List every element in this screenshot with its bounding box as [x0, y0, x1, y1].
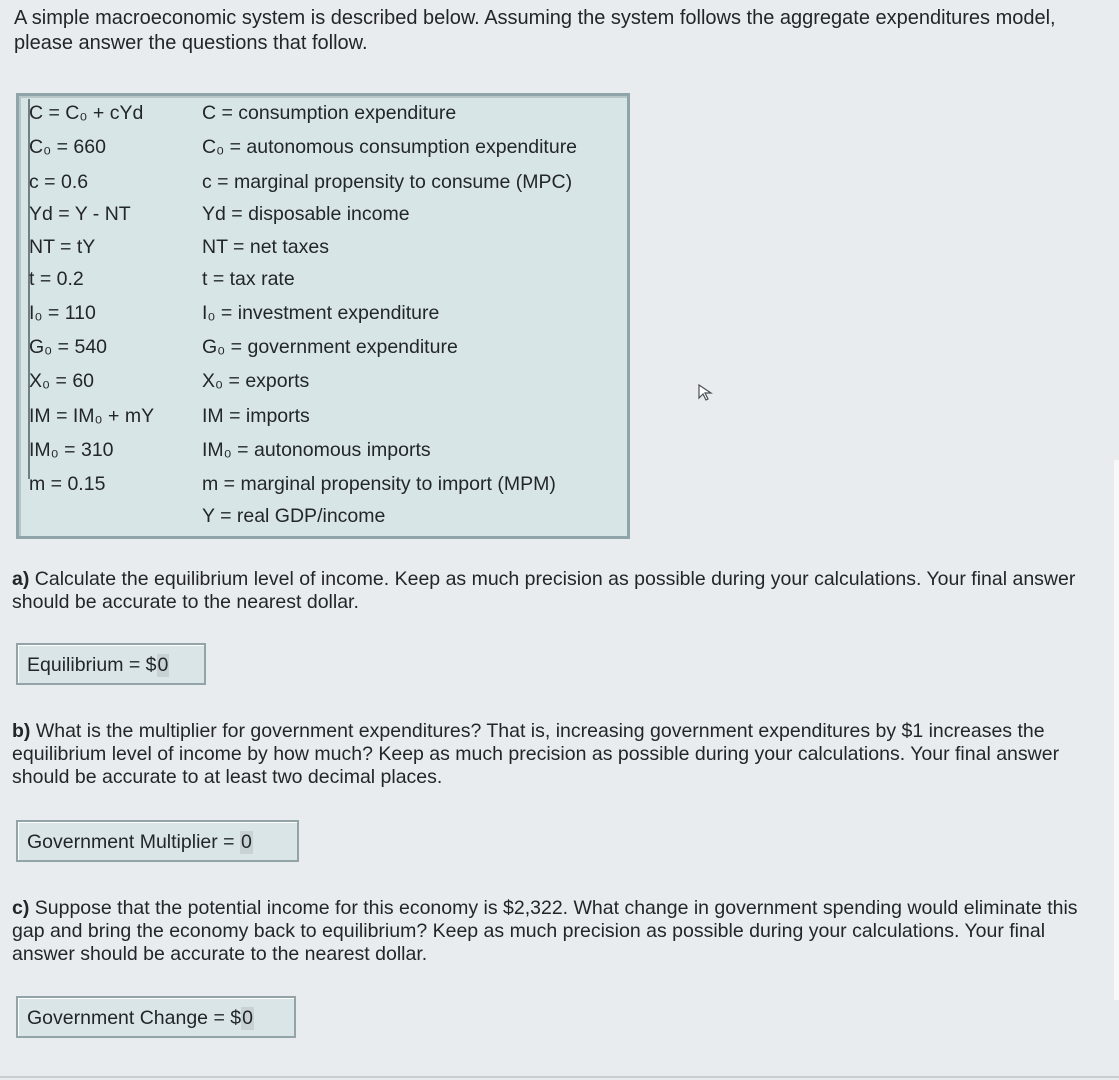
- parameter-row: [19, 433, 631, 465]
- parameter-description: Yd = disposable income: [202, 203, 410, 225]
- parameter-row: [19, 330, 631, 362]
- equilibrium-answer-value[interactable]: 0: [157, 654, 169, 676]
- parameter-row: [19, 262, 631, 294]
- parameter-description: Y = real GDP/income: [202, 505, 386, 527]
- government-multiplier-answer-label: [27, 831, 253, 854]
- government-multiplier-answer-value[interactable]: 0: [240, 831, 252, 853]
- parameter-equation: NT = tY: [29, 236, 96, 258]
- page-bottom-divider: [0, 1076, 1119, 1078]
- parameter-row: [19, 364, 631, 396]
- parameter-equation: c = 0.6: [29, 171, 89, 193]
- parameter-description: X₀ = exports: [202, 370, 310, 392]
- parameter-equation: Yd = Y - NT: [29, 203, 131, 225]
- parameter-equation: IM = IM₀ + mY: [29, 405, 155, 427]
- parameter-description: I₀ = investment expenditure: [202, 302, 440, 324]
- parameter-description: G₀ = government expenditure: [202, 336, 458, 358]
- question-b-text: What is the multiplier for government expenditures? That is, increasing government expenditures by $1 increases the equilibrium level of income by how much? Keep as much precision as possible during your calculations. Your final answer should be accurate to at least two decimal places.: [12, 720, 1060, 788]
- parameter-equation: m = 0.15: [29, 473, 106, 495]
- government-change-answer-prefix: Government Change = $: [27, 1007, 242, 1029]
- parameter-row: [19, 165, 631, 197]
- parameter-row: [19, 96, 631, 128]
- government-change-answer-value[interactable]: 0: [242, 1007, 253, 1029]
- equilibrium-answer-prefix: Equilibrium = $: [27, 654, 157, 676]
- parameter-row: [19, 467, 631, 499]
- government-change-answer-field[interactable]: [16, 996, 296, 1038]
- parameter-row: [19, 230, 631, 262]
- scrollbar-edge[interactable]: [1114, 460, 1119, 1000]
- parameter-equation: t = 0.2: [29, 268, 84, 290]
- parameter-equation: I₀ = 110: [29, 302, 96, 324]
- parameter-description: m = marginal propensity to import (MPM): [202, 473, 556, 495]
- parameter-equation: X₀ = 60: [29, 370, 95, 392]
- government-multiplier-answer-prefix: Government Multiplier =: [27, 831, 240, 853]
- mouse-pointer-icon: [697, 383, 715, 401]
- parameter-table: [16, 93, 630, 539]
- problem-intro: A simple macroeconomic system is described below. Assuming the system follows the aggregate expenditures model, please answer the questions that follow.: [14, 7, 1056, 54]
- parameter-row: [19, 499, 631, 531]
- parameter-row: [19, 130, 631, 162]
- question-c-text: Suppose that the potential income for this economy is $2,322. What change in government spending would eliminate this gap and bring the economy back to equilibrium? Keep as much precision as possible during your calculations. Your final answer should be accurate to the nearest dollar.: [12, 897, 1078, 965]
- question-b-prefix: b): [12, 720, 31, 742]
- parameter-equation: G₀ = 540: [29, 336, 108, 358]
- government-multiplier-answer-field[interactable]: [16, 820, 299, 862]
- parameter-description: C = consumption expenditure: [202, 102, 457, 124]
- parameter-description: t = tax rate: [202, 268, 295, 290]
- parameter-description: C₀ = autonomous consumption expenditure: [202, 136, 578, 158]
- parameter-row: [19, 296, 631, 328]
- question-a: [12, 568, 1092, 614]
- parameter-equation: C = C₀ + cYd: [29, 102, 144, 124]
- parameter-description: c = marginal propensity to consume (MPC): [202, 171, 573, 193]
- parameter-description: IM₀ = autonomous imports: [202, 439, 431, 461]
- parameter-description: NT = net taxes: [202, 236, 329, 258]
- government-change-answer-label: [27, 1007, 254, 1030]
- question-a-text: Calculate the equilibrium level of income. Keep as much precision as possible during your calculations. Your final answer should be accurate to the nearest dollar.: [12, 568, 1076, 613]
- equilibrium-answer-field[interactable]: [16, 643, 206, 685]
- question-a-prefix: a): [12, 568, 30, 590]
- question-c-prefix: c): [12, 897, 30, 919]
- equilibrium-answer-label: [27, 654, 169, 677]
- parameter-equation: C₀ = 660: [29, 136, 106, 158]
- question-c: [12, 897, 1092, 966]
- parameter-row: [19, 399, 631, 431]
- question-b: [12, 720, 1092, 789]
- parameter-description: IM = imports: [202, 405, 310, 427]
- parameter-equation: IM₀ = 310: [29, 439, 114, 461]
- parameter-row: [19, 197, 631, 229]
